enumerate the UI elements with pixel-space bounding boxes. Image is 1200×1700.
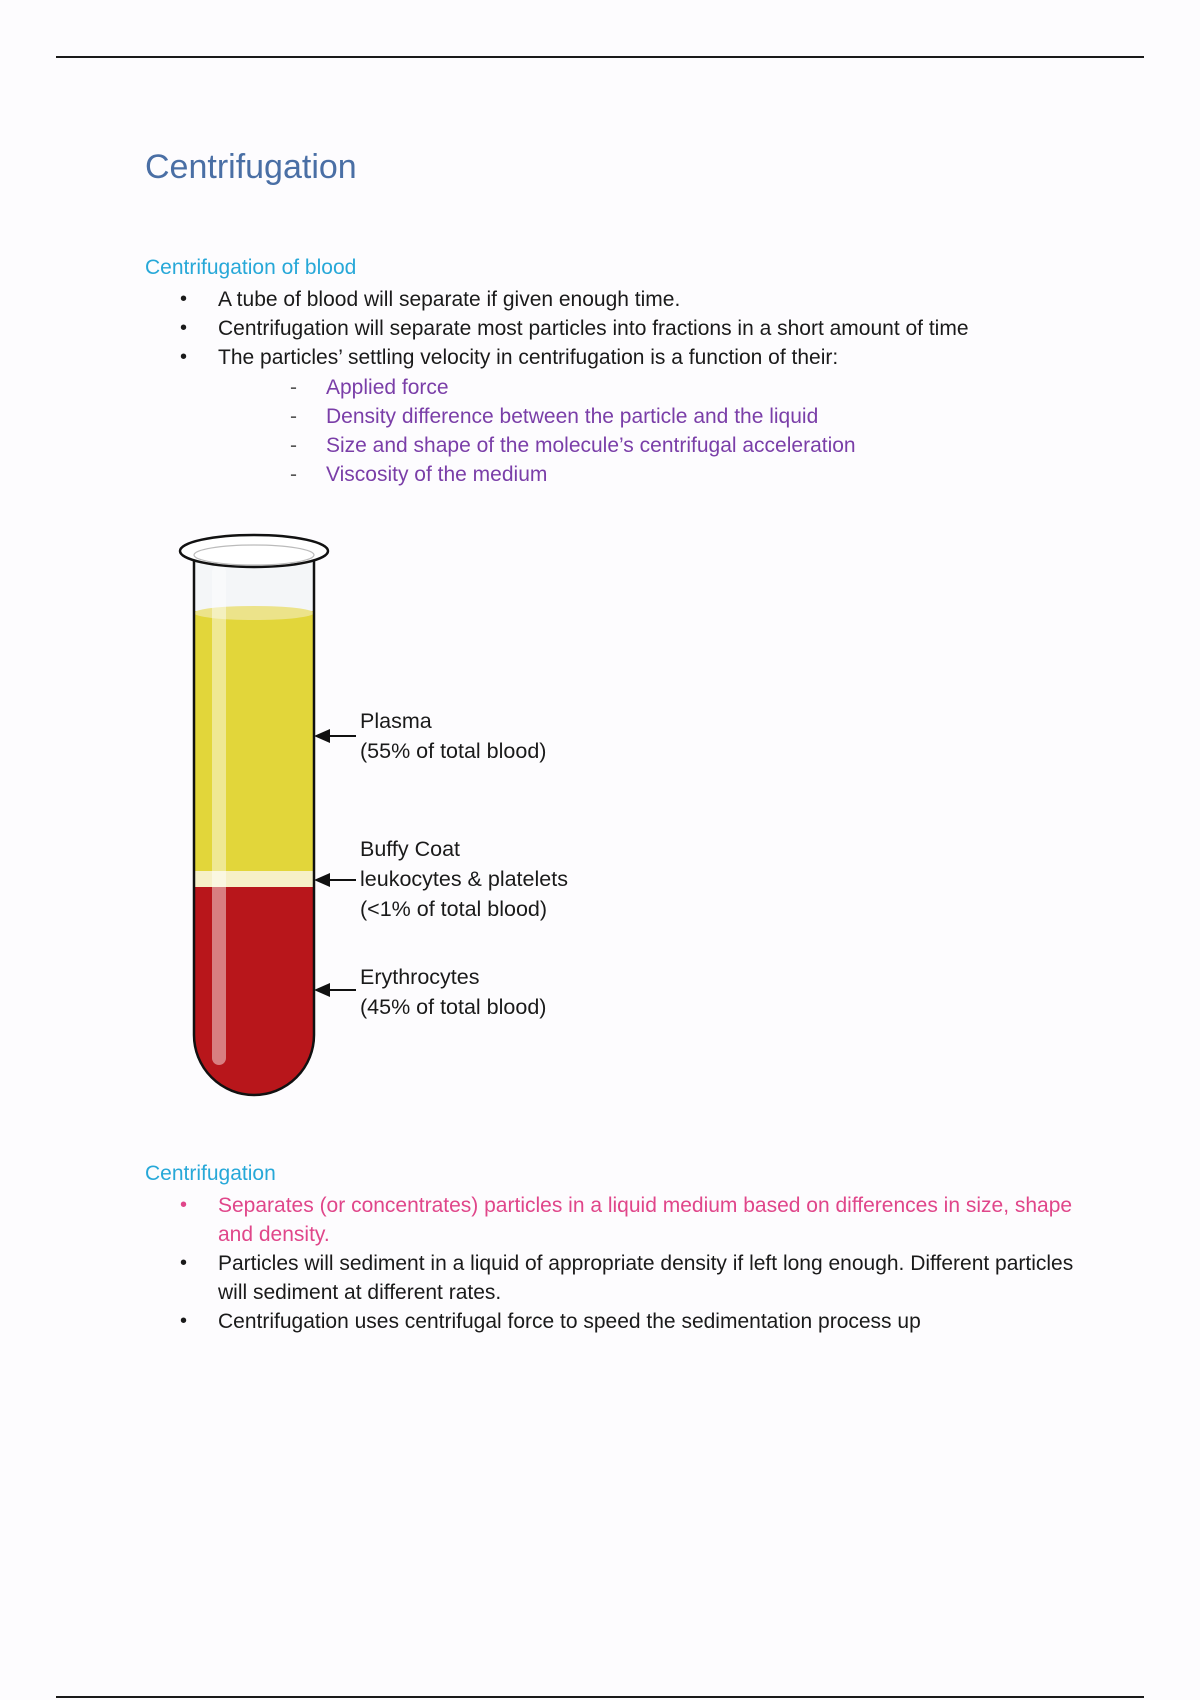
list-item: • Centrifugation will separate most particles into fractions in a short amount of time: [145, 314, 1075, 343]
buffy-coat-label: Buffy Coat leukocytes & platelets (<1% of total blood): [360, 837, 568, 921]
list-item: • Separates (or concentrates) particles in a liquid medium based on differences in size, shape and density.: [145, 1191, 1075, 1249]
list-item: • Particles will sediment in a liquid of appropriate density if left long enough. Different particles will sediment at different rates.: [145, 1249, 1075, 1307]
list-item: • A tube of blood will separate if given enough time.: [145, 285, 1075, 314]
bullet-icon: •: [180, 288, 188, 310]
dash-icon: -: [290, 434, 297, 457]
glass-highlight: [212, 565, 226, 1065]
erythrocyte-layer: [190, 887, 320, 1100]
dash-icon: -: [290, 376, 297, 399]
list-item: • The particles’ settling velocity in centrifugation is a function of their:: [145, 343, 1075, 372]
buffy-coat-layer: [190, 871, 320, 889]
header-rule: [56, 56, 1144, 58]
list-item: - Viscosity of the medium: [290, 460, 856, 489]
bullet-icon: •: [180, 1194, 188, 1216]
list-item: - Applied force: [290, 373, 856, 402]
list-item: - Size and shape of the molecule’s centrifugal acceleration: [290, 431, 856, 460]
bullet-icon: •: [180, 1310, 188, 1332]
dash-icon: -: [290, 463, 297, 486]
section-heading-blood: Centrifugation of blood: [145, 256, 357, 279]
buffy-coat-arrow: [314, 873, 356, 887]
blood-bullet-list: [145, 285, 1075, 372]
document-title: Centrifugation: [145, 148, 357, 186]
dash-icon: -: [290, 405, 297, 428]
bullet-icon: •: [180, 346, 188, 368]
erythrocytes-label: Erythrocytes (45% of total blood): [360, 965, 547, 1019]
bullet-icon: •: [180, 1252, 188, 1274]
plasma-label: Plasma (55% of total blood): [360, 709, 547, 763]
erythrocyte-arrow: [314, 983, 356, 997]
section-heading-centrifugation: Centrifugation: [145, 1162, 276, 1185]
plasma-arrow: [314, 729, 356, 743]
list-item: - Density difference between the particle and the liquid: [290, 402, 856, 431]
velocity-factor-list: [290, 373, 856, 489]
tube-rim: [180, 535, 328, 567]
footer-rule: [56, 1696, 1144, 1698]
blood-tube-figure: [170, 525, 610, 1100]
list-item: • Centrifugation uses centrifugal force to speed the sedimentation process up: [145, 1307, 1075, 1336]
bullet-icon: •: [180, 317, 188, 339]
centrifugation-bullet-list: [145, 1191, 1075, 1336]
plasma-layer: [190, 611, 320, 895]
